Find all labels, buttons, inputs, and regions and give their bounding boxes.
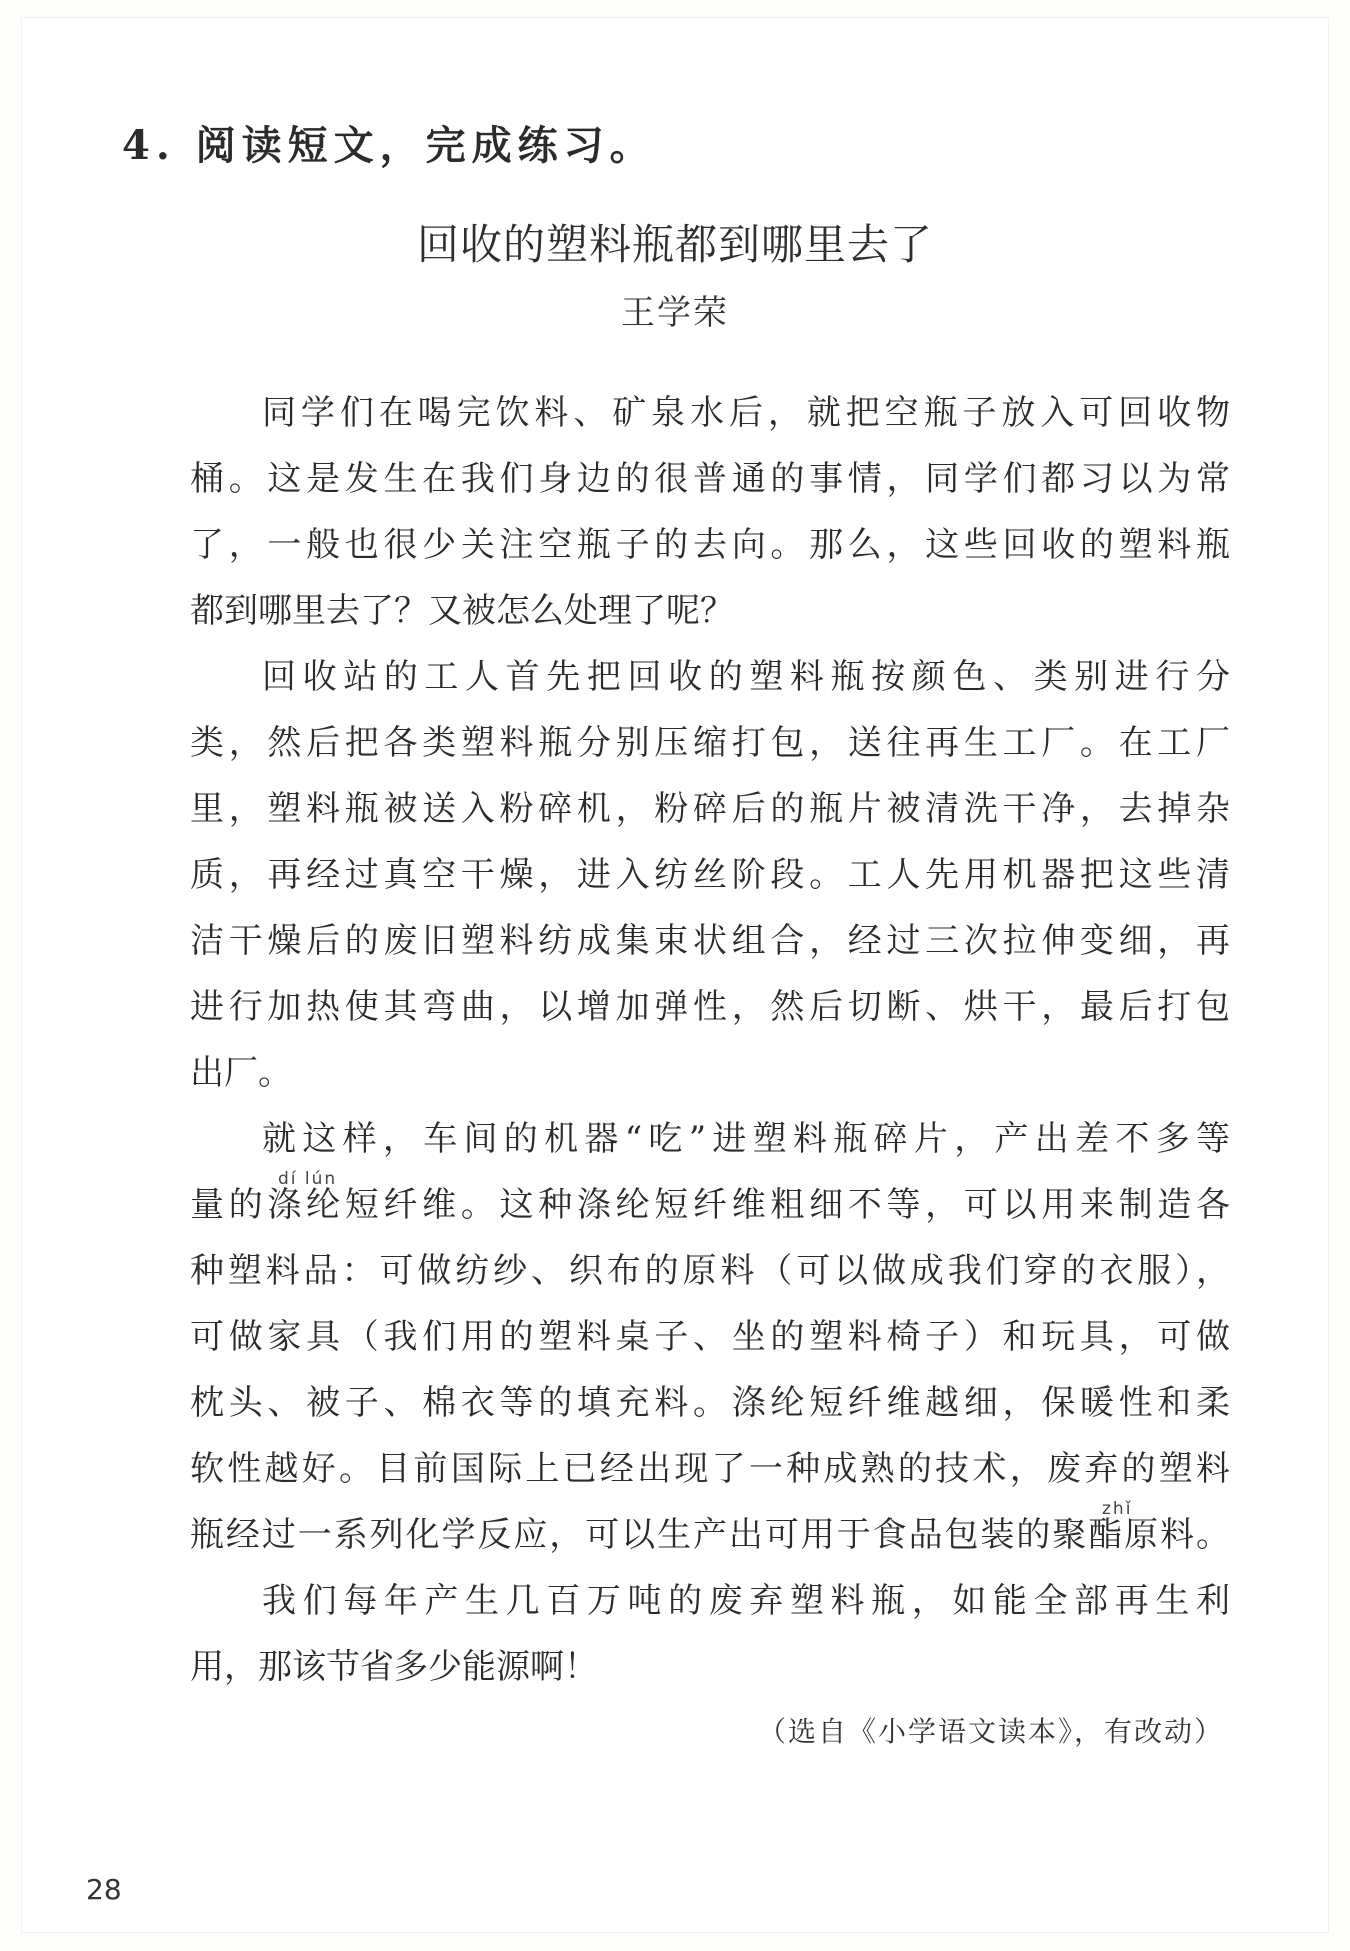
article-body	[190, 380, 1230, 1700]
text-line: 枕头、被子、棉衣等的填充料。涤纶短纤维越细，保暖性和柔	[190, 1383, 1230, 1423]
article-author: 王学荣	[621, 293, 729, 333]
text-line: 回收站的工人首先把回收的塑料瓶按颜色、类别进行分	[262, 657, 1230, 697]
text-line: 都到哪里去了？又被怎么处理了呢？	[190, 591, 734, 631]
text-line: 可做家具（我们用的塑料桌子、坐的塑料椅子）和玩具，可做	[190, 1317, 1230, 1357]
text-line: 里，塑料瓶被送入粉碎机，粉碎后的瓶片被清洗干净，去掉杂	[190, 789, 1230, 829]
text-line: 洁干燥后的废旧塑料纺成集束状组合，经过三次拉伸变细，再	[190, 921, 1230, 961]
text-line: 用，那该节省多少能源啊！	[190, 1647, 598, 1687]
pinyin-annotation: zhǐ	[1102, 1499, 1133, 1519]
text-line: 瓶经过一系列化学反应，可以生产出可用于食品包装的聚酯原料。	[190, 1515, 1230, 1555]
article-title: 回收的塑料瓶都到哪里去了	[416, 220, 933, 269]
article-source: （选自《小学语文读本》，有改动）	[757, 1715, 1224, 1748]
text-line: 种塑料品：可做纺纱、织布的原料（可以做成我们穿的衣服），	[190, 1251, 1230, 1291]
text-line-with-pinyin	[190, 1169, 1230, 1238]
text-line-with-pinyin	[190, 1499, 1230, 1568]
text-line: 桶。这是发生在我们身边的很普通的事情，同学们都习以为常	[190, 459, 1230, 499]
text-line: 就这样，车间的机器“吃”进塑料瓶碎片，产出差不多等	[262, 1119, 1230, 1159]
text-line: 了，一般也很少关注空瓶子的去向。那么，这些回收的塑料瓶	[190, 525, 1230, 565]
text-line: 出厂。	[190, 1053, 292, 1093]
text-line: 质，再经过真空干燥，进入纺丝阶段。工人先用机器把这些清	[190, 855, 1230, 895]
pinyin-annotation: dí lún	[278, 1169, 338, 1189]
text-line: 类，然后把各类塑料瓶分别压缩打包，送往再生工厂。在工厂	[190, 723, 1230, 763]
text-line: 量的涤纶短纤维。这种涤纶短纤维粗细不等，可以用来制造各	[190, 1185, 1230, 1225]
text-line: 同学们在喝完饮料、矿泉水后，就把空瓶子放入可回收物	[262, 393, 1230, 433]
text-line: 软性越好。目前国际上已经出现了一种成熟的技术，废弃的塑料	[190, 1449, 1230, 1489]
text-line: 我们每年产生几百万吨的废弃塑料瓶，如能全部再生利	[262, 1581, 1230, 1621]
exercise-heading: 4. 阅读短文，完成练习。	[122, 122, 656, 169]
text-line: 进行加热使其弯曲，以增加弹性，然后切断、烘干，最后打包	[190, 987, 1230, 1027]
page-number: 28	[86, 1873, 122, 1906]
